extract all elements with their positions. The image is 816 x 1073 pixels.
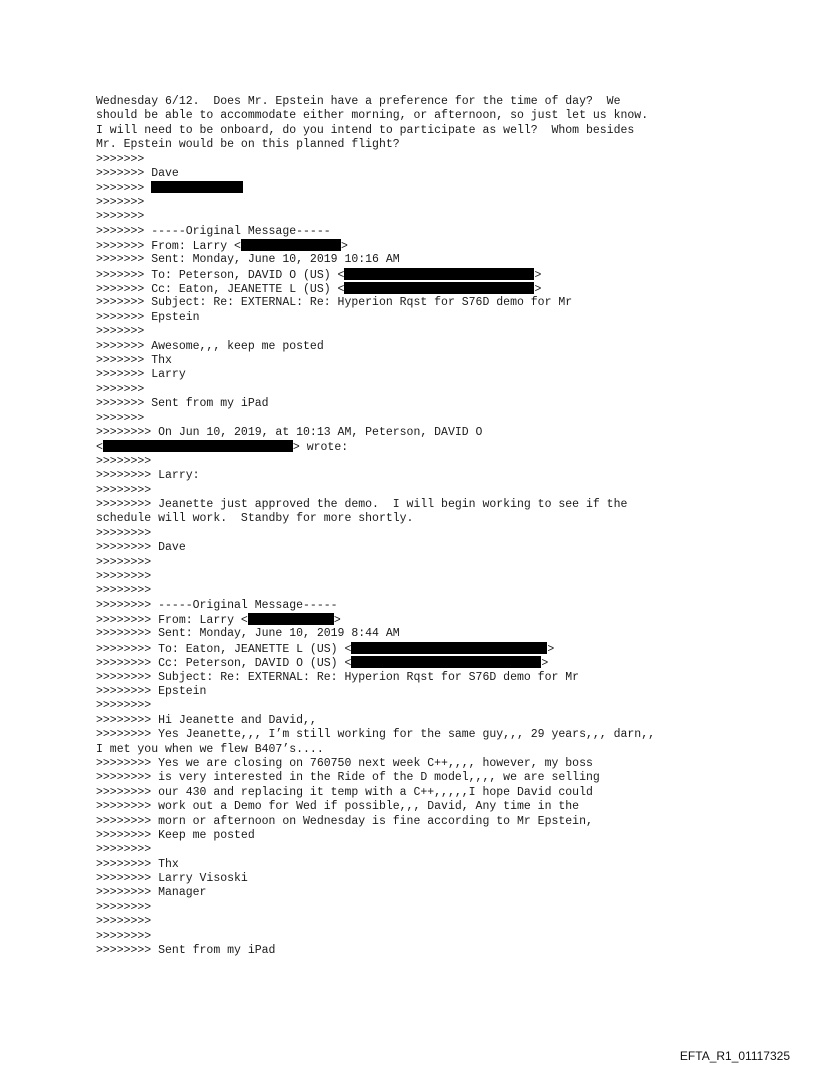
sent-line: >>>>>>>> Sent: Monday, June 10, 2019 8:44 AM [96,627,400,641]
wrote-text: > wrote: [292,441,349,455]
quote-line: >>>>>>> Larry [96,368,186,382]
from-line [96,613,796,627]
quote-line: >>>>>>> Sent from my iPad [96,397,269,411]
signature-line [96,181,796,195]
quote-line: >>>>>>>> [96,483,152,497]
quote-line: >>>>>>> [96,195,145,209]
redaction-bar [103,440,293,452]
subject-line: >>>>>>>> Subject: Re: EXTERNAL: Re: Hyperion Rqst for S76D demo for Mr [96,670,580,684]
bracket-close: > [534,268,542,282]
quote-line: >>>>>>>> Dave [96,541,186,555]
quote-line: >>>>>>> Awesome,,, keep me posted [96,339,324,353]
subject-line: >>>>>>> Subject: Re: EXTERNAL: Re: Hyperion Rqst for S76D demo for Mr [96,296,573,310]
redaction-bar [344,268,534,280]
text-line: Mr. Epstein would be on this planned flight? [96,138,400,152]
quote-line: >>>>>>>> Larry: [96,469,200,483]
quote-line: >>>>>>>> Yes Jeanette,,, I’m still working for the same guy,,, 29 years,,, darn,, [96,728,655,742]
document-id-footer: EFTA_R1_01117325 [679,1049,790,1063]
text-line: schedule will work. Standby for more shortly. [96,512,414,526]
quote-line: >>>>>>>> work out a Demo for Wed if possible,,, David, Any time in the [96,800,580,814]
to-text: >>>>>>>> To: Eaton, JEANETTE L (US) < [96,642,352,656]
quote-line: >>>>>>>> [96,555,152,569]
from-text: >>>>>>> From: Larry < [96,239,241,253]
quote-line: >>>>>>>> [96,584,152,598]
quote-line: >>>>>>>> [96,454,152,468]
quote-line: >>>>>>> [96,210,145,224]
quote-line: >>>>>>> Thx [96,354,172,368]
quote-line: >>>>>>>> [96,699,152,713]
text-line: I met you when we flew B407’s.... [96,742,324,756]
quote-line: >>>>>>>> [96,900,152,914]
quote-line: >>>>>>>> Manager [96,886,207,900]
quote-line: >>>>>>>> [96,929,152,943]
quote-line: >>>>>>>> [96,526,152,540]
quote-line: >>>>>>>> morn or afternoon on Wednesday is fine according to Mr Epstein, [96,814,593,828]
quote-line: >>>>>>>> Jeanette just approved the demo. I will begin working to see if the [96,497,628,511]
cc-line [96,656,796,670]
email-body [96,95,796,958]
bracket-close: > [333,614,341,628]
quote-line: >>>>>>>> On Jun 10, 2019, at 10:13 AM, Peterson, DAVID O [96,425,483,439]
subject-line-cont: >>>>>>>> Epstein [96,685,207,699]
bracket-close: > [547,642,555,656]
quote-line: >>>>>>>> [96,569,152,583]
to-text: >>>>>>> To: Peterson, DAVID O (US) < [96,268,345,282]
bracket-close: > [340,239,348,253]
redaction-bar [351,656,541,668]
quote-line: >>>>>>>> Hi Jeanette and David,, [96,713,317,727]
quote-line: >>>>>>>> Larry Visoski [96,872,248,886]
from-text: >>>>>>>> From: Larry < [96,614,248,628]
quote-line: >>>>>>> [96,411,145,425]
quote-line: >>>>>>> [96,325,145,339]
bracket-close: > [534,283,542,297]
text-line: I will need to be onboard, do you intend to participate as well? Whom besides [96,123,635,137]
quote-line: >>>>>>> [96,382,145,396]
from-line [96,239,796,253]
cc-line [96,282,796,296]
cc-text: >>>>>>> Cc: Eaton, JEANETTE L (US) < [96,283,345,297]
original-message-header: >>>>>>>> -----Original Message----- [96,598,338,612]
redaction-bar [351,642,547,654]
quote-line: >>>>>>>> Yes we are closing on 760750 next week C++,,,, however, my boss [96,756,593,770]
quote-line: >>>>>>>> [96,915,152,929]
quote-line: >>>>>>>> [96,843,152,857]
quote-line: >>>>>>>> Thx [96,857,179,871]
original-message-header: >>>>>>> -----Original Message----- [96,224,331,238]
quote-line: >>>>>>>> Keep me posted [96,828,255,842]
cc-text: >>>>>>>> Cc: Peterson, DAVID O (US) < [96,657,352,671]
redaction-bar [241,239,341,251]
bracket-close: > [541,657,549,671]
text-line: Wednesday 6/12. Does Mr. Epstein have a preference for the time of day? We [96,95,621,108]
quote-prefix: >>>>>>> [96,182,152,196]
quote-line: >>>>>>>> our 430 and replacing it temp with a C++,,,,,I hope David could [96,785,593,799]
redaction-bar [248,613,334,625]
quote-line: >>>>>>> Dave [96,166,179,180]
quote-line: >>>>>>>> Sent from my iPad [96,944,276,958]
redaction-bar [344,282,534,294]
to-line [96,642,796,656]
redaction-bar [151,181,243,193]
sent-line: >>>>>>> Sent: Monday, June 10, 2019 10:16 AM [96,253,400,267]
subject-line-cont: >>>>>>> Epstein [96,310,200,324]
text-line: should be able to accommodate either morning, or afternoon, so just let us know. [96,109,649,123]
quote-line: >>>>>>> [96,152,145,166]
quote-line: >>>>>>>> is very interested in the Ride of the D model,,,, we are selling [96,771,600,785]
wrote-line [96,440,796,454]
bracket-open: < [96,441,103,455]
to-line [96,268,796,282]
